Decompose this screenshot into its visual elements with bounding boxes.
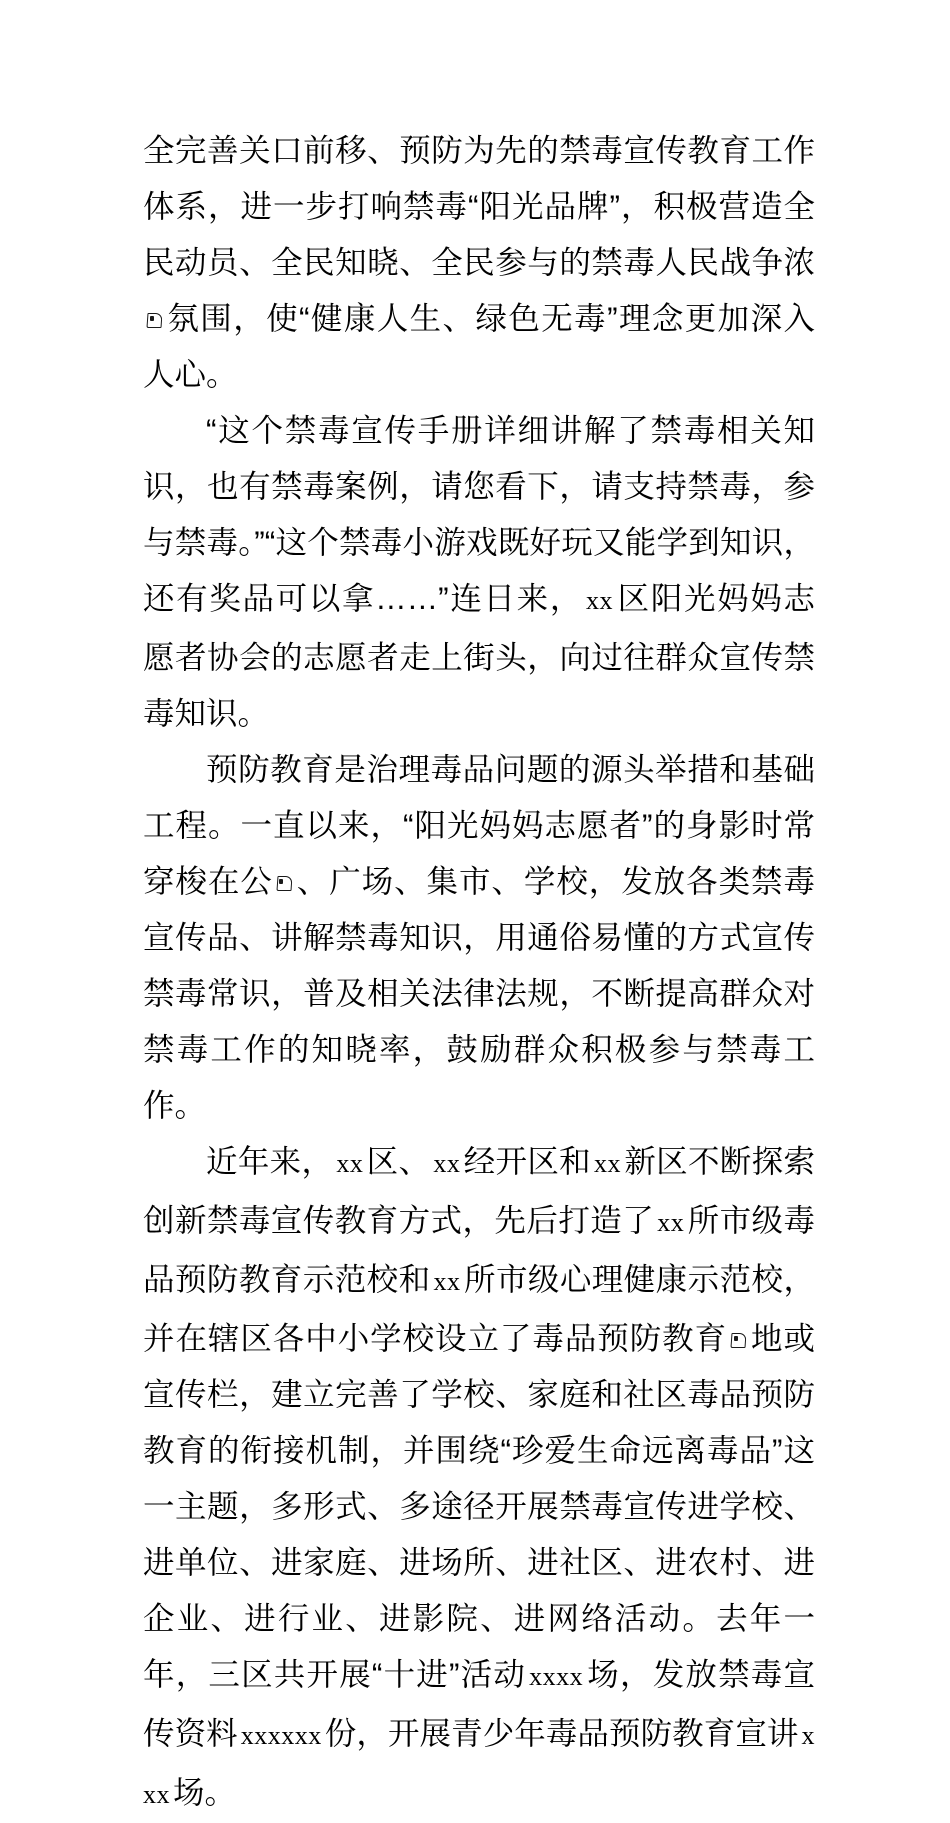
paragraph-text-run: 地或宣传栏，建立完善了学校、家庭和社区毒品预防教育的衔接机制，并围绕“珍爱生命远离毒品”这一主题，多形式、多途径开展禁毒宣传进学校、进单位、进家庭、进场所、进社区、进农村、进企业、进行业、进影院、进网络活动。去年一年，三区共开展“十进”活动 xyxy=(143,1320,815,1692)
paragraph-text-run: 新区不断探索创新禁毒宣传教育方式，先后打造了 xyxy=(143,1143,815,1238)
paragraph-text-run: 氛围，使“健康人生、绿色无毒”理念更加深入人心。 xyxy=(143,300,815,392)
missing-glyph-icon xyxy=(276,876,293,893)
paragraph-text-run: 场。 xyxy=(173,1774,237,1810)
paragraph-text-run: 场，发放禁毒宣传资料 xyxy=(143,1656,815,1751)
paragraph-text-run: 区阳光妈妈志愿者协会的志愿者走上街头，向过往群众宣传禁毒知识。 xyxy=(143,580,815,731)
placeholder-text: xx xyxy=(336,1149,364,1178)
paragraph-text-run: 所市级心理健康示范校，并在辖区各中小学校设立了毒品预防教育 xyxy=(143,1261,815,1356)
paragraph-text-run: 份，开展青少年毒品预防教育宣讲 xyxy=(324,1715,799,1751)
placeholder-text: xx xyxy=(433,1267,461,1296)
missing-glyph-icon xyxy=(146,313,163,330)
placeholder-text: xxxxxx xyxy=(240,1721,322,1750)
placeholder-text: xx xyxy=(585,586,613,615)
document-text-body xyxy=(143,122,815,1823)
placeholder-text: xx xyxy=(593,1149,621,1178)
placeholder-text: xxxx xyxy=(529,1662,584,1691)
paragraph-text-run: “这个禁毒宣传手册详细讲解了禁毒相关知识，也有禁毒案例，请您看下，请支持禁毒，参与禁毒。”“这个禁毒小游戏既好玩又能学到知识，还有奖品可以拿……”连日来， xyxy=(143,412,815,616)
paragraph xyxy=(143,1133,815,1823)
paragraph-text-run: 、广场、集市、学校，发放各类禁毒宣传品、讲解禁毒知识，用通俗易懂的方式宣传禁毒常识，普及相关法律法规，不断提高群众对禁毒工作的知晓率，鼓励群众积极参与禁毒工作。 xyxy=(143,863,815,1123)
paragraph xyxy=(143,402,815,741)
paragraph-text-run: 近年来， xyxy=(206,1143,334,1179)
paragraph-text-run: 所市级毒品预防教育示范校和 xyxy=(143,1202,815,1297)
placeholder-text: xx xyxy=(433,1149,461,1178)
paragraph xyxy=(143,741,815,1133)
placeholder-text: xxx xyxy=(143,1721,815,1809)
paragraph xyxy=(143,122,815,402)
placeholder-text: xx xyxy=(657,1208,685,1237)
paragraph-text-run: 经开区和 xyxy=(463,1143,591,1179)
paragraph-text-run: 全完善关口前移、预防为先的禁毒宣传教育工作体系，进一步打响禁毒“阳光品牌”，积极营造全民动员、全民知晓、全民参与的禁毒人民战争浓 xyxy=(143,132,815,280)
paragraph-text-run: 区、 xyxy=(366,1143,431,1179)
paragraph-text-run: 预防教育是治理毒品问题的源头举措和基础工程。一直以来，“阳光妈妈志愿者”的身影时常穿梭在公 xyxy=(143,751,815,899)
missing-glyph-icon xyxy=(730,1333,747,1350)
